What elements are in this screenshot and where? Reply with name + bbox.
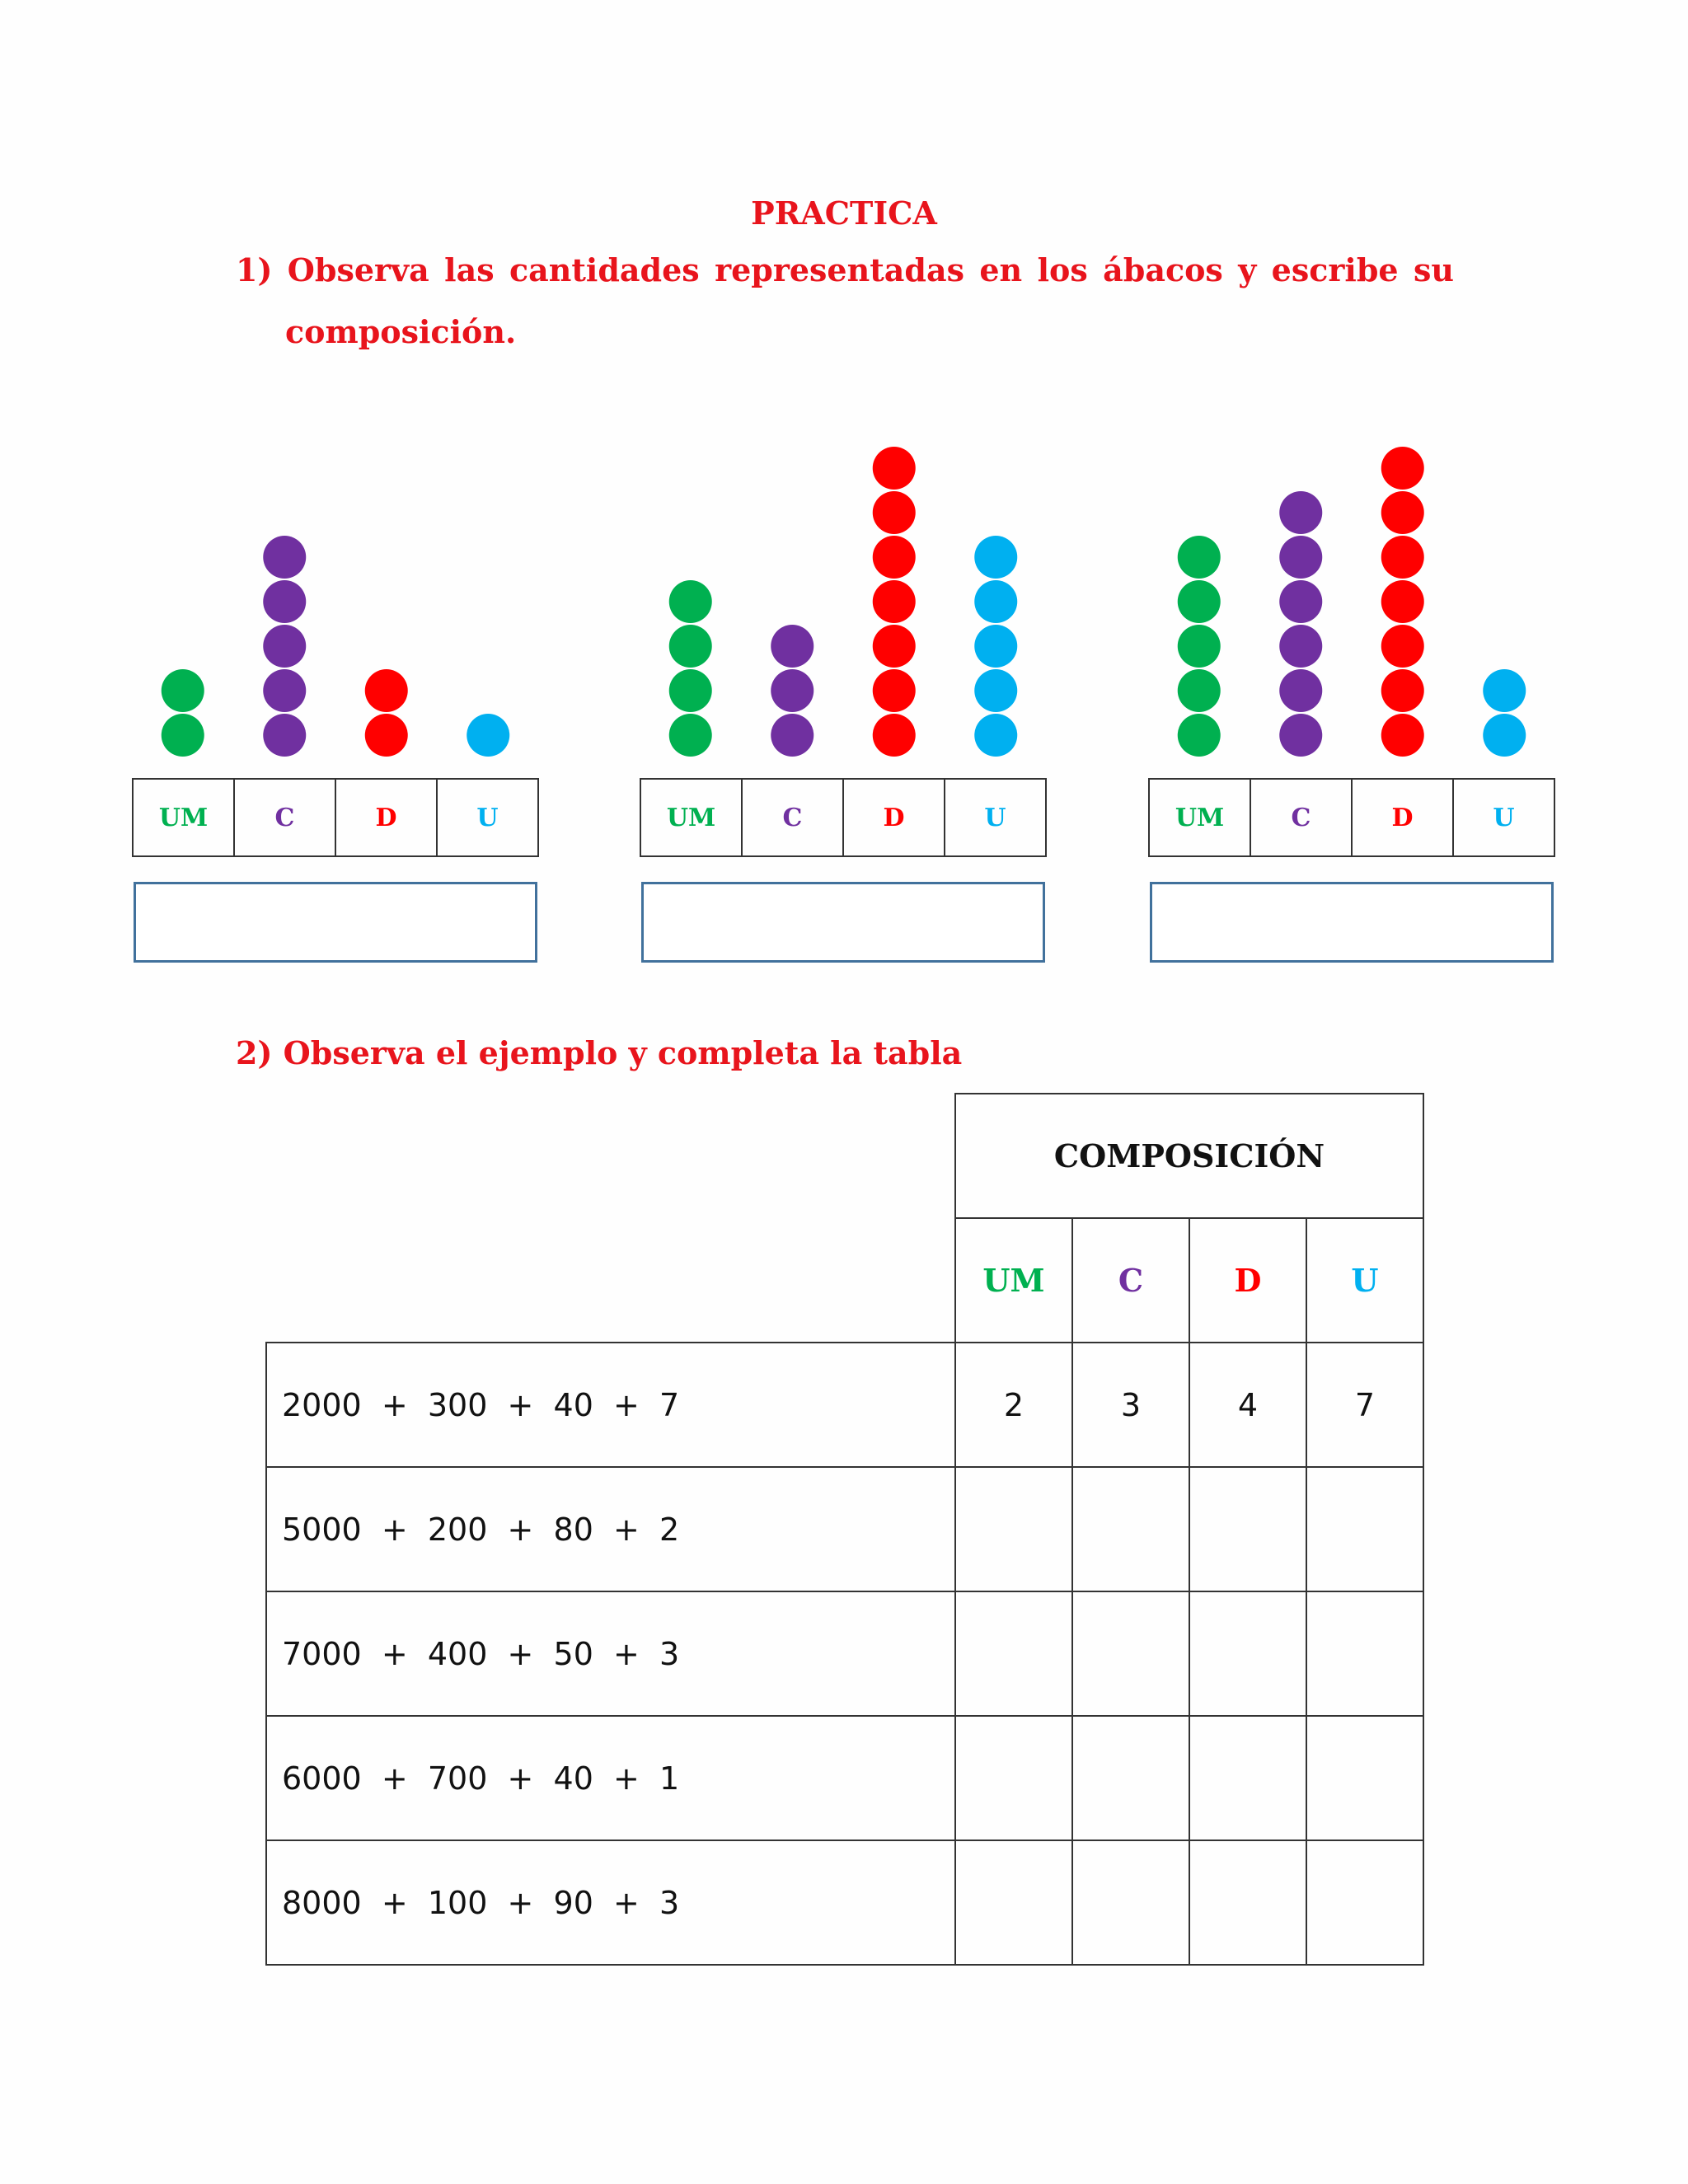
abacus-1 <box>132 429 539 964</box>
label-c: C <box>743 780 844 855</box>
instruction-word: 1) <box>236 251 273 288</box>
value-cell-u[interactable] <box>1306 1591 1423 1716</box>
label-d: D <box>844 780 945 855</box>
value-cell-u: 7 <box>1306 1343 1423 1467</box>
instruction-word: los <box>1037 251 1088 288</box>
label-d: D <box>1353 780 1454 855</box>
bead-u <box>1483 714 1526 757</box>
abacus-beads <box>640 429 1047 775</box>
label-um: UM <box>641 780 743 855</box>
instruction-word: escribe <box>1271 251 1399 288</box>
expression-cell: 6000 + 700 + 40 + 1 <box>266 1716 955 1840</box>
bead-u <box>974 714 1017 757</box>
exercise-1-line-2: composición. <box>285 313 517 350</box>
table-row <box>266 1467 1423 1591</box>
bead-c <box>771 625 814 668</box>
bead-d <box>873 714 916 757</box>
instruction-word: Observa <box>287 251 429 288</box>
table-row <box>266 1343 1423 1467</box>
bead-um <box>669 714 712 757</box>
value-cell-d: 4 <box>1189 1343 1306 1467</box>
header-d: D <box>1189 1218 1306 1343</box>
bead-c <box>771 669 814 712</box>
bead-um <box>669 580 712 623</box>
value-cell-um[interactable] <box>955 1716 1072 1840</box>
value-cell-d[interactable] <box>1189 1716 1306 1840</box>
bead-c <box>1279 714 1322 757</box>
exercise-1-line-1 <box>236 251 1454 288</box>
bead-c <box>263 669 306 712</box>
value-cell-um[interactable] <box>955 1467 1072 1591</box>
bead-u <box>974 536 1017 579</box>
label-d: D <box>336 780 438 855</box>
bead-d <box>1381 491 1424 534</box>
instruction-word: y <box>1238 251 1257 288</box>
bead-u <box>1483 669 1526 712</box>
abacus-3 <box>1148 429 1555 964</box>
bead-c <box>263 625 306 668</box>
instruction-word: representadas <box>715 251 964 288</box>
bead-u <box>467 714 509 757</box>
abacus-place-labels <box>1148 778 1555 857</box>
bead-d <box>365 669 408 712</box>
bead-d <box>873 580 916 623</box>
bead-um <box>1178 536 1221 579</box>
bead-c <box>1279 536 1322 579</box>
bead-c <box>1279 491 1322 534</box>
exercise-1-instruction <box>236 251 1454 350</box>
bead-d <box>365 714 408 757</box>
bead-um <box>162 669 204 712</box>
instruction-word: su <box>1413 251 1454 288</box>
answer-box-3[interactable] <box>1150 882 1554 963</box>
expression-cell: 8000 + 100 + 90 + 3 <box>266 1840 955 1965</box>
bead-d <box>1381 447 1424 490</box>
bead-d <box>1381 580 1424 623</box>
header-c: C <box>1072 1218 1189 1343</box>
composition-title: COMPOSICIÓN <box>955 1094 1423 1218</box>
instruction-word: en <box>979 251 1023 288</box>
bead-d <box>873 491 916 534</box>
table-row <box>266 1591 1423 1716</box>
value-cell-um[interactable] <box>955 1591 1072 1716</box>
instruction-word: cantidades <box>509 251 700 288</box>
bead-d <box>1381 625 1424 668</box>
composition-table <box>265 1093 1424 1966</box>
abacus-2 <box>640 429 1047 964</box>
label-c: C <box>1251 780 1353 855</box>
label-u: U <box>984 803 1006 832</box>
bead-c <box>1279 669 1322 712</box>
bead-c <box>771 714 814 757</box>
bead-d <box>873 536 916 579</box>
table-title-row <box>266 1094 1423 1218</box>
bead-um <box>1178 625 1221 668</box>
header-u: U <box>1306 1218 1423 1343</box>
bead-c <box>1279 625 1322 668</box>
value-cell-um: 2 <box>955 1343 1072 1467</box>
abacus-place-labels <box>132 778 539 857</box>
value-cell-u[interactable] <box>1306 1716 1423 1840</box>
value-cell-c[interactable] <box>1072 1467 1189 1591</box>
abacus-place-labels <box>640 778 1047 857</box>
bead-u <box>974 625 1017 668</box>
bead-d <box>873 625 916 668</box>
label-um: UM <box>1150 780 1251 855</box>
bead-c <box>1279 580 1322 623</box>
value-cell-d[interactable] <box>1189 1840 1306 1965</box>
expression-cell: 7000 + 400 + 50 + 3 <box>266 1591 955 1716</box>
blank-corner <box>266 1094 955 1218</box>
value-cell-d[interactable] <box>1189 1467 1306 1591</box>
expression-cell: 5000 + 200 + 80 + 2 <box>266 1467 955 1591</box>
bead-d <box>873 447 916 490</box>
blank-corner <box>266 1218 955 1343</box>
bead-d <box>1381 669 1424 712</box>
bead-um <box>669 625 712 668</box>
page-title: PRACTICA <box>751 194 937 232</box>
header-um: UM <box>955 1218 1072 1343</box>
bead-d <box>873 669 916 712</box>
bead-d <box>1381 714 1424 757</box>
table-row <box>266 1716 1423 1840</box>
value-cell-u[interactable] <box>1306 1840 1423 1965</box>
abacus-beads <box>1148 429 1555 775</box>
bead-um <box>669 669 712 712</box>
label-u: U <box>1493 803 1515 832</box>
value-cell-c[interactable] <box>1072 1591 1189 1716</box>
bead-c <box>263 536 306 579</box>
answer-box-2[interactable] <box>641 882 1045 963</box>
label-c: C <box>235 780 336 855</box>
instruction-word: ábacos <box>1103 251 1223 288</box>
bead-um <box>1178 714 1221 757</box>
bead-um <box>162 714 204 757</box>
bead-c <box>263 714 306 757</box>
bead-u <box>974 580 1017 623</box>
bead-u <box>974 669 1017 712</box>
bead-c <box>263 580 306 623</box>
bead-um <box>1178 580 1221 623</box>
bead-um <box>1178 669 1221 712</box>
bead-d <box>1381 536 1424 579</box>
answer-box-1[interactable] <box>134 882 537 963</box>
abacus-beads <box>132 429 539 775</box>
label-u: U <box>476 803 499 832</box>
value-cell-c[interactable] <box>1072 1716 1189 1840</box>
value-cell-c: 3 <box>1072 1343 1189 1467</box>
value-cell-d[interactable] <box>1189 1591 1306 1716</box>
table-place-row <box>266 1218 1423 1343</box>
expression-cell: 2000 + 300 + 40 + 7 <box>266 1343 955 1467</box>
value-cell-um[interactable] <box>955 1840 1072 1965</box>
exercise-2-heading: 2) Observa el ejemplo y completa la tabla <box>236 1034 963 1071</box>
label-um: UM <box>134 780 235 855</box>
value-cell-c[interactable] <box>1072 1840 1189 1965</box>
value-cell-u[interactable] <box>1306 1467 1423 1591</box>
instruction-word: las <box>444 251 495 288</box>
table-row <box>266 1840 1423 1965</box>
